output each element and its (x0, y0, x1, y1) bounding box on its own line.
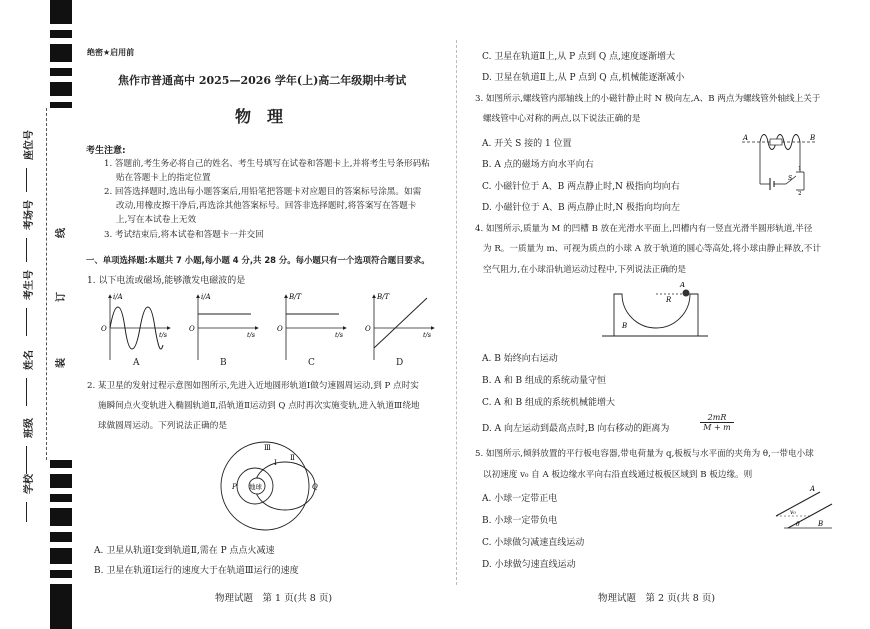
earth-label: 地球 (249, 483, 262, 491)
orbit-ii-label: Ⅱ (290, 454, 295, 462)
q4-fraction-den: M + m (703, 423, 731, 432)
q1-option-a: A (133, 358, 140, 368)
room-no-field[interactable] (26, 238, 27, 262)
notice-line: 贴在答题卡上的指定位置 (116, 173, 211, 183)
q4-option-a: A. B 始终向右运动 (482, 354, 558, 364)
binding-stripe (50, 494, 72, 502)
orbit-i-label: Ⅰ (274, 459, 277, 467)
orbit-figure (210, 438, 340, 534)
binding-stripe (50, 30, 72, 38)
subject-title: 物 理 (235, 107, 284, 126)
graph-d (365, 293, 434, 360)
q4-fraction-num: 2mR (700, 413, 734, 423)
page-footer-1: 物理试题 第 1 页(共 8 页) (215, 593, 333, 604)
q5-option-c: C. 小球做匀减速直线运动 (482, 538, 585, 548)
graph-a-ylabel: i/A (113, 293, 123, 301)
ball-a-label: A (680, 282, 686, 289)
question-3-line: 3. 如图所示,螺线管内部轴线上的小磁针静止时 N 极向左,A、B 两点为螺线管外轴线上关于 (475, 94, 821, 104)
point-p: P (232, 483, 237, 491)
switch-label: S (788, 175, 793, 182)
q2-option-d: D. 卫星在轨道Ⅱ上,从 P 点到 Q 点,机械能逐渐减小 (482, 73, 685, 83)
binding-stripe (50, 532, 72, 542)
notice-line: 改动,用橡皮擦干净后,再选涂其他答案标号。回答非选择题时,将答案写在答题卡 (116, 201, 417, 211)
q5-option-b: B. 小球一定带负电 (482, 516, 558, 526)
q2-option-c: C. 卫星在轨道Ⅱ上,从 P 点到 Q 点,速度逐渐增大 (482, 52, 676, 62)
graph-c-origin: O (277, 325, 283, 333)
question-4-line: 为 R。一质量为 m、可视为质点的小球 A 放于轨道的圆心等高处,将小球由静止释放,不计 (483, 244, 821, 254)
q3-option-b: B. A 点的磁场方向水平向右 (482, 160, 594, 170)
binding-stripe (50, 508, 72, 526)
seat-no-field[interactable] (26, 168, 27, 192)
graph-a-xlabel: t/s (159, 331, 168, 339)
cut-word-line: 线 (56, 228, 67, 238)
room-no-label: 考场号 (24, 200, 35, 230)
question-1: 1. 以下电流或磁场,能够激发电磁波的是 (87, 276, 246, 286)
solenoid-figure (740, 128, 820, 196)
point-b-label: B (810, 134, 816, 142)
q4-option-b: B. A 和 B 组成的系统动量守恒 (482, 376, 607, 386)
graph-d-origin: O (365, 325, 371, 333)
cut-line (46, 108, 48, 460)
binding-stripe (50, 548, 72, 564)
binding-strip (0, 0, 72, 629)
q4-fraction (700, 413, 734, 432)
q2-option-a: A. 卫星从轨道Ⅰ变到轨道Ⅱ,需在 P 点点火减速 (94, 546, 275, 556)
radius-label: R (666, 296, 672, 304)
q3-option-d: D. 小磁针位于 A、B 两点静止时,N 极指向均向左 (482, 203, 681, 213)
point-q: Q (312, 483, 318, 491)
question-5-line: 以初速度 v₀ 自 A 板边缘水平向右沿直线通过板板区域到 B 板边缘。则 (483, 470, 753, 480)
q1-option-d: D (396, 358, 404, 368)
groove-figure (600, 282, 710, 340)
question-4-line: 4. 如图所示,质量为 M 的凹槽 B 放在光滑水平面上,凹槽内有一竖直光滑半圆形轨道,半径 (475, 224, 813, 234)
notice-line: 3. 考试结束后,将本试卷和答题卡一并交回 (104, 230, 264, 240)
capacitor-figure (770, 484, 840, 532)
binding-stripe (50, 0, 72, 24)
graph-d-ylabel: B/T (377, 293, 390, 301)
name-label: 姓名 (24, 350, 35, 370)
student-no-field[interactable] (26, 308, 27, 336)
graph-b-origin: O (189, 325, 195, 333)
cut-word-pack: 装 (56, 358, 67, 368)
q2-option-b: B. 卫星在轨道Ⅰ运行的速度大于在轨道Ⅲ运行的速度 (94, 566, 299, 576)
question-3-line: 螺线管中心对称的两点,以下说法正确的是 (483, 114, 641, 124)
q5-option-a: A. 小球一定带正电 (482, 494, 558, 504)
notice-line: 上,写在本试卷上无效 (116, 215, 197, 225)
q3-option-c: C. 小磁针位于 A、B 两点静止时,N 极指向均向右 (482, 182, 680, 192)
q1-graphs (95, 290, 435, 370)
graph-c-ylabel: B/T (289, 293, 302, 301)
binding-stripe (50, 44, 72, 62)
q1-option-b: B (220, 358, 227, 368)
class-label: 班级 (24, 418, 35, 438)
question-2-line: 球做圆周运动。下列说法正确的是 (98, 421, 227, 431)
velocity-label: v₀ (790, 509, 796, 516)
graph-d-xlabel: t/s (423, 331, 432, 339)
question-2-line: 2. 某卫星的发射过程示意图如图所示,先进入近地圆形轨道Ⅰ做匀速圆周运动,到 P 点时实 (87, 381, 419, 391)
school-field[interactable] (26, 502, 27, 522)
contact-1-label: 1 (798, 166, 802, 172)
binding-stripe (50, 570, 72, 578)
binding-stripe (50, 68, 72, 76)
binding-stripe (50, 584, 72, 629)
graph-b-ylabel: i/A (201, 293, 211, 301)
binding-stripe (50, 474, 72, 488)
student-no-label: 考生号 (24, 270, 35, 300)
graph-a (101, 293, 170, 360)
plate-a (776, 492, 820, 516)
compass-needle (770, 139, 782, 145)
exam-title: 焦作市普通高中 2025—2026 学年(上)高二年级期中考试 (118, 74, 407, 87)
graph-c-xlabel: t/s (335, 331, 344, 339)
plate-b-label: B (818, 520, 824, 528)
graph-b-xlabel: t/s (247, 331, 256, 339)
cut-word-bind: 订 (56, 292, 67, 302)
question-2-line: 施瞬间点火变轨进入椭圆轨道Ⅱ,沿轨道Ⅱ运动到 Q 点时再次实施变轨,进入轨道Ⅲ绕地 (98, 401, 420, 411)
name-field[interactable] (26, 378, 27, 406)
binding-stripe (50, 82, 72, 96)
q1-option-c: C (308, 358, 315, 368)
graph-a-origin: O (101, 325, 107, 333)
q5-option-d: D. 小球做匀速直线运动 (482, 560, 576, 570)
question-5-line: 5. 如图所示,倾斜放置的平行板电容器,带电荷量为 q,板板与水平面的夹角为 θ,一带电小球 (475, 449, 814, 459)
binding-stripe (50, 102, 72, 108)
q4-option-d: D. A 向左运动到最高点时,B 向右移动的距离为 (482, 424, 670, 434)
orbit-iii-label: Ⅲ (264, 444, 271, 452)
q4-option-c: C. A 和 B 组成的系统机械能增大 (482, 398, 615, 408)
page-footer-2: 物理试题 第 2 页(共 8 页) (598, 593, 716, 604)
graph-b (189, 293, 258, 360)
notice-heading: 考生注意: (86, 146, 126, 156)
notice-line: 2. 回答选择题时,选出每小题答案后,用铅笔把答题卡对应题目的答案标号涂黑。如需 (104, 187, 422, 197)
secret-label: 绝密★启用前 (87, 48, 135, 57)
ball-a (683, 290, 690, 297)
plate-a-label: A (810, 485, 816, 493)
point-a-label: A (743, 134, 749, 142)
school-label: 学校 (24, 474, 35, 494)
notice-line: 1. 答题前,考生务必将自己的姓名、考生号填写在试卷和答题卡上,并将考生号条形码粘 (104, 159, 430, 169)
seat-no-label: 座位号 (24, 130, 35, 160)
page-divider (456, 40, 457, 585)
class-field[interactable] (26, 446, 27, 474)
section-heading: 一、单项选择题:本题共 7 小题,每小题 4 分,共 28 分。每小题只有一个选项符合题目要求。 (86, 255, 430, 265)
contact-2-label: 2 (798, 191, 802, 196)
binding-stripe (50, 460, 72, 468)
question-4-line: 空气阻力,在小球沿轨道运动过程中,下列说法正确的是 (483, 265, 687, 275)
graph-c (277, 293, 346, 360)
q3-option-a: A. 开关 S 接的 1 位置 (482, 139, 572, 149)
groove-b-label: B (622, 322, 628, 330)
angle-label: θ (796, 521, 800, 528)
